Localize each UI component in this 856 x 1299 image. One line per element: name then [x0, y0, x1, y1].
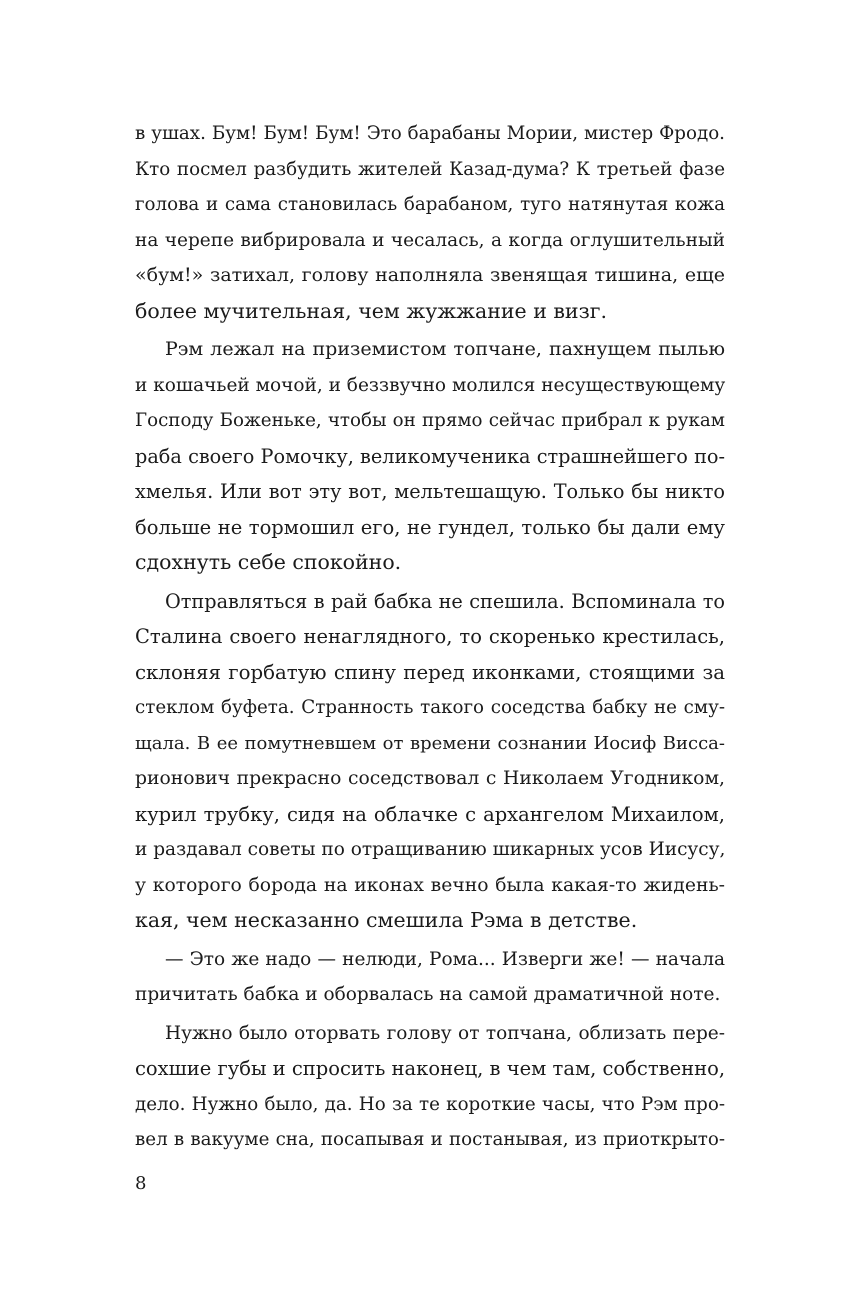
- paragraph: [135, 116, 725, 329]
- text-line: — Это же надо — нелюди, Рома... Изверги же! — начала: [165, 948, 725, 970]
- page-number: 8: [135, 1173, 147, 1194]
- paragraph: [135, 584, 725, 939]
- text-line: и раздавал советы по отращиванию шикарных усов Иисусу,: [135, 839, 726, 860]
- text-line: Нужно было оторвать голову от топчана, облизать пере-: [165, 1022, 725, 1044]
- text-line: у которого борода на иконах вечно была какая-то жидень-: [135, 874, 725, 896]
- text-line: больше не тормошил его, не гундел, только бы дали ему: [135, 515, 725, 539]
- text-line: раба своего Ромочку, великомученика страшнейшего по-: [135, 444, 725, 468]
- text-line: Сталина своего ненаглядного, то скоренько крестилась,: [135, 625, 725, 648]
- text-line: хмелья. Или вот эту вот, мельтешащую. Только бы никто: [135, 480, 725, 503]
- text-line: причитать бабка и оборвалась на самой драматичной ноте.: [135, 984, 721, 1005]
- body-text: [135, 116, 725, 1158]
- text-line: сдохнуть себе спокойно.: [135, 550, 402, 574]
- text-line: Отправляться в рай бабка не спешила. Вспоминала то: [165, 589, 725, 613]
- text-line: курил трубку, сидя на облачке с архангелом Михаилом,: [135, 802, 725, 826]
- text-line: стеклом буфета. Странность такого соседства бабку не сму-: [135, 697, 725, 718]
- text-line: сохшие губы и спросить наконец, в чем там, собственно,: [135, 1057, 726, 1080]
- paragraph: [135, 942, 725, 1013]
- text-line: голова и сама становилась барабаном, туго натянутая кожа: [135, 194, 725, 215]
- text-line: Рэм лежал на приземистом топчане, пахнущем пылью: [165, 338, 725, 360]
- text-line: Кто посмел разбудить жителей Казад-дума? К третьей фазе: [135, 158, 725, 180]
- text-line: рионович прекрасно соседствовал с Николаем Угодником,: [135, 768, 725, 789]
- text-line: кая, чем несказанно смешила Рэма в детстве.: [135, 908, 638, 932]
- text-line: склоняя горбатую спину перед иконками, стоящими за: [135, 660, 725, 684]
- text-line: «бум!» затихал, голову наполняла звенящая тишина, еще: [135, 264, 725, 286]
- paragraph: [135, 332, 725, 581]
- text-line: дело. Нужно было, да. Но за те короткие часы, что Рэм про-: [135, 1093, 725, 1115]
- text-line: вел в вакууме сна, посапывая и постанывая, из приоткрыто-: [135, 1129, 725, 1150]
- text-line: щала. В ее помутневшем от времени сознании Иосиф Висса-: [135, 732, 725, 754]
- text-line: и кошачьей мочой, и беззвучно молился несуществующему: [135, 374, 726, 396]
- paragraph: [135, 1016, 725, 1158]
- text-line: Господу Боженьке, чтобы он прямо сейчас прибрал к рукам: [135, 410, 725, 431]
- text-line: более мучительная, чем жужжание и визг.: [135, 298, 608, 323]
- text-line: в ушах. Бум! Бум! Бум! Это барабаны Мории, мистер Фродо.: [135, 123, 725, 144]
- text-line: на черепе вибрировала и чесалась, а когда оглушительный: [135, 229, 725, 251]
